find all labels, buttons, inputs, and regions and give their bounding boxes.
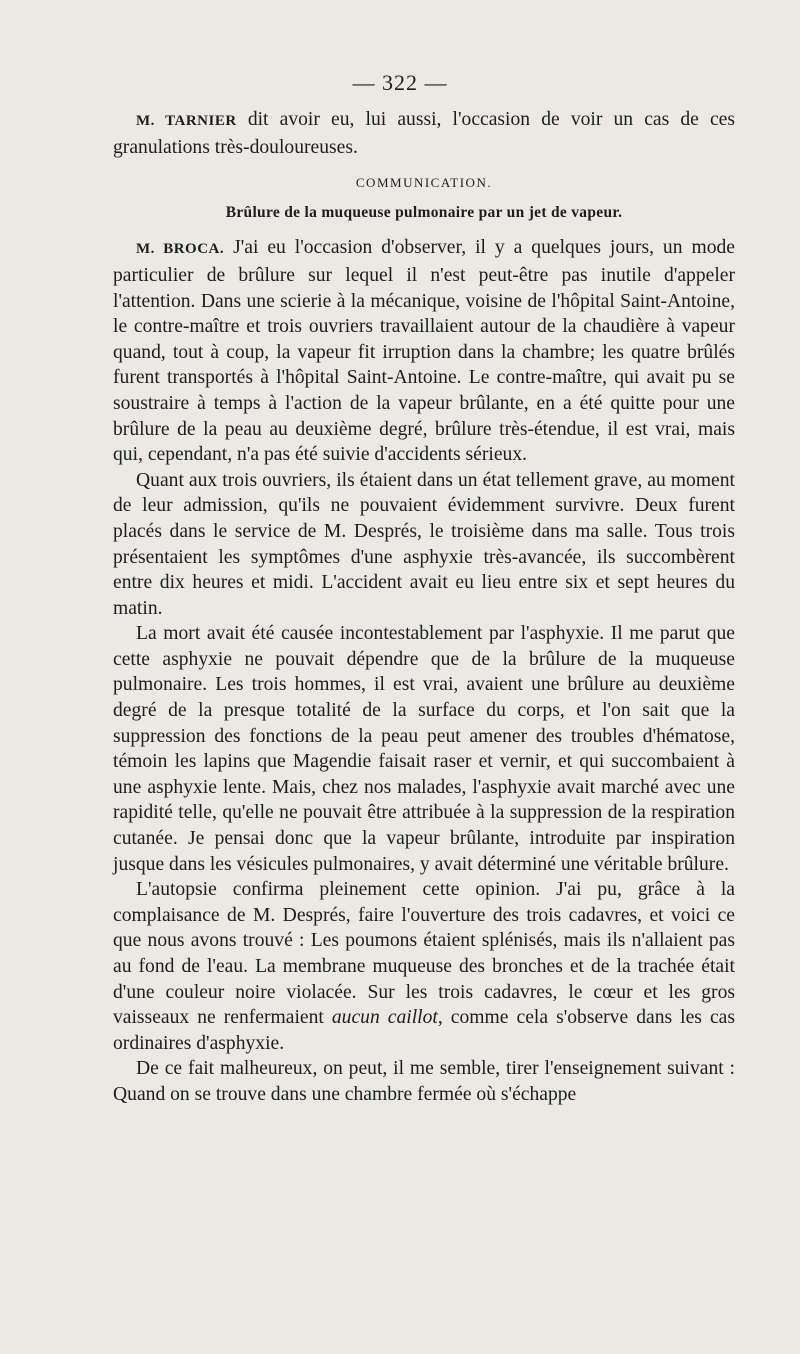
speaker-broca: M. BROCA. [136,241,225,258]
page-number: — 322 — [352,70,448,95]
paragraph-broca-text: J'ai eu l'occasion d'observer, il y a quelques jours, un mode particulier de brûlure sur lequel il n'est peut-être pas inutile d'appeler l'attention. Dans une scierie à la mécanique, voisine de l'hôpital Saint-Antoine, le contre-maître et trois ouvriers travaillaient autour de la chaudière à vapeur quand, tout à coup, la vapeur fit irruption dans la chambre; les quatre brûlés furent transportés à l'hôpital Saint-Antoine. Le contre-maître, qui avait pu se soustraire à temps à l'action de la vapeur brûlante, en a été quitte pour une brûlure de la peau au deuxième degré, brûlure très-étendue, il est vrai, mais qui, cependant, n'a pas été suivie d'accidents sérieux. [113,237,736,466]
paragraph-broca [113,235,735,467]
paragraph-autopsie-end: , comme cela s'observe dans les cas ordinaires d'asphyxie. [113,1007,735,1054]
paragraph-asphyxie: La mort avait été causée incontestablement par l'asphyxie. Il me parut que cette asphyxie ne pouvait dépendre que de la brûlure de la muqueuse pulmonaire. Les trois hommes, il est vrai, avaient une brûlure au deuxième degré de la presque totalité de la surface du corps, et l'on sait que la suppression des fonctions de la peau peut amener des troubles d'hématose, témoin les lapins que Magendie faisait raser et vernir, et qui succombaient à une asphyxie lente. Mais, chez nos malades, l'asphyxie avait marché avec une rapidité telle, qu'elle ne pouvait être attribuée à la suppression de la respiration cutanée. Je pensai donc que la vapeur brûlante, introduite par inspiration jusque dans les vésicules pulmonaires, y avait déterminé une véritable brûlure. [113,623,735,875]
paragraph-tarnier-text: dit avoir eu, lui aussi, l'occasion de voir un cas de ces granulations très-douloureuses. [113,109,736,158]
body-text [113,107,735,1108]
paragraph-autopsie-text: L'autopsie confirma pleinement cette opinion. J'ai pu, grâce à la complaisance de M. Després, faire l'ouverture des trois cadavres, et voici ce que nous avons trouvé : Les poumons étaient splénisés, mais ils n'allaient pas au fond de l'eau. La membrane muqueuse des bronches et de la trachée était d'une couleur noire violacée. Sur les trois cadavres, le cœur et les gros vaisseaux ne renfermaient [113,879,735,1029]
speaker-tarnier: M. TARNIER [136,113,237,129]
section-heading: Brûlure de la muqueuse pulmonaire par un jet de vapeur. [225,203,623,221]
paragraph-autopsie-italic: aucun caillot [331,1007,438,1029]
paragraph-ouvriers: Quant aux trois ouvriers, ils étaient dans un état tellement grave, au moment de leur admission, qu'ils ne pouvaient évidemment survivre. Deux furent placés dans le service de M. Després, le troisième dans ma salle. Tous trois présentaient les symptômes d'une asphyxie très-avancée, ils succombèrent entre dix heures et midi. L'accident avait eu lieu entre six et sept heures du matin. [113,469,735,619]
paragraph-enseignement: De ce fait malheureux, on peut, il me semble, tirer l'enseignement suivant : Quand on se trouve dans une chambre fermée où s'échappe [113,1058,735,1105]
section-label: COMMUNICATION. [355,175,493,191]
paragraph-tarnier [113,107,735,160]
paragraph-autopsie [113,877,735,1056]
